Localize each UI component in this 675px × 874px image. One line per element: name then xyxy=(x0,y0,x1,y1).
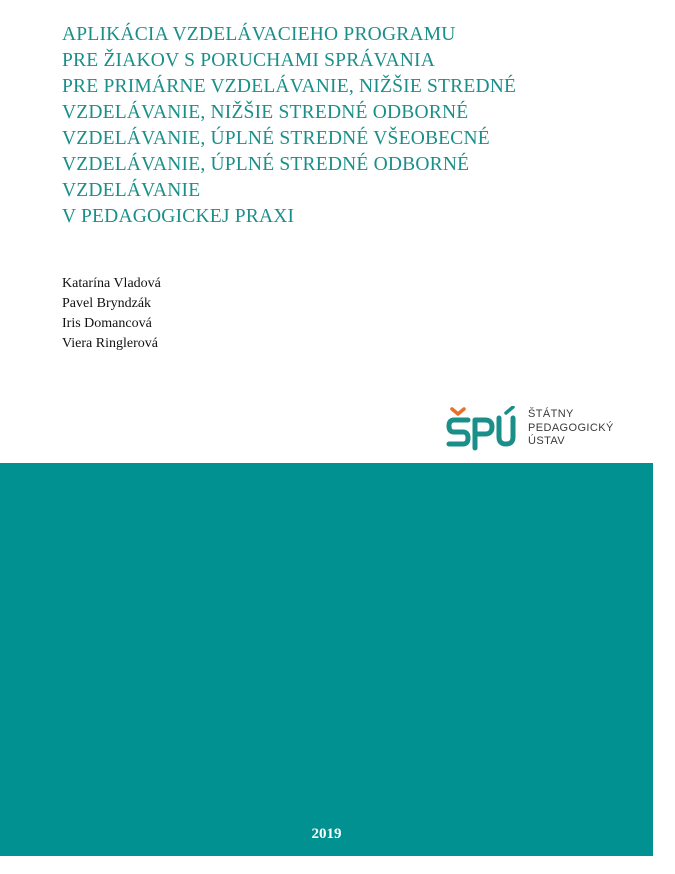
title-line: VZDELÁVANIE, ÚPLNÉ STREDNÉ ODBORNÉ xyxy=(62,154,470,175)
author-list xyxy=(62,274,161,354)
title-line: V PEDAGOGICKEJ PRAXI xyxy=(62,206,295,227)
spu-logo-mark-icon xyxy=(446,406,522,452)
author-name: Iris Domancová xyxy=(62,316,152,331)
author-name: Viera Ringlerová xyxy=(62,336,158,351)
spu-logo xyxy=(446,406,614,454)
author-name: Pavel Bryndzák xyxy=(62,296,152,311)
publication-year: 2019 xyxy=(311,826,342,842)
title-line: PRE PRIMÁRNE VZDELÁVANIE, NIŽŠIE STREDNÉ xyxy=(62,76,517,97)
document-title xyxy=(62,22,662,230)
logo-text-line: ŠTÁTNY xyxy=(528,408,574,420)
title-line: VZDELÁVANIE xyxy=(62,180,201,201)
title-line: VZDELÁVANIE, ÚPLNÉ STREDNÉ VŠEOBECNÉ xyxy=(62,128,490,149)
title-line: VZDELÁVANIE, NIŽŠIE STREDNÉ ODBORNÉ xyxy=(62,102,469,123)
title-line: PRE ŽIAKOV S PORUCHAMI SPRÁVANIA xyxy=(62,50,435,71)
logo-wordmark xyxy=(528,408,614,449)
logo-text-line: PEDAGOGICKÝ xyxy=(528,421,614,434)
title-line: APLIKÁCIA VZDELÁVACIEHO PROGRAMU xyxy=(62,24,456,45)
author-name: Katarína Vladová xyxy=(62,276,161,291)
teal-band xyxy=(0,463,653,856)
logo-text-line: ÚSTAV xyxy=(528,435,566,447)
